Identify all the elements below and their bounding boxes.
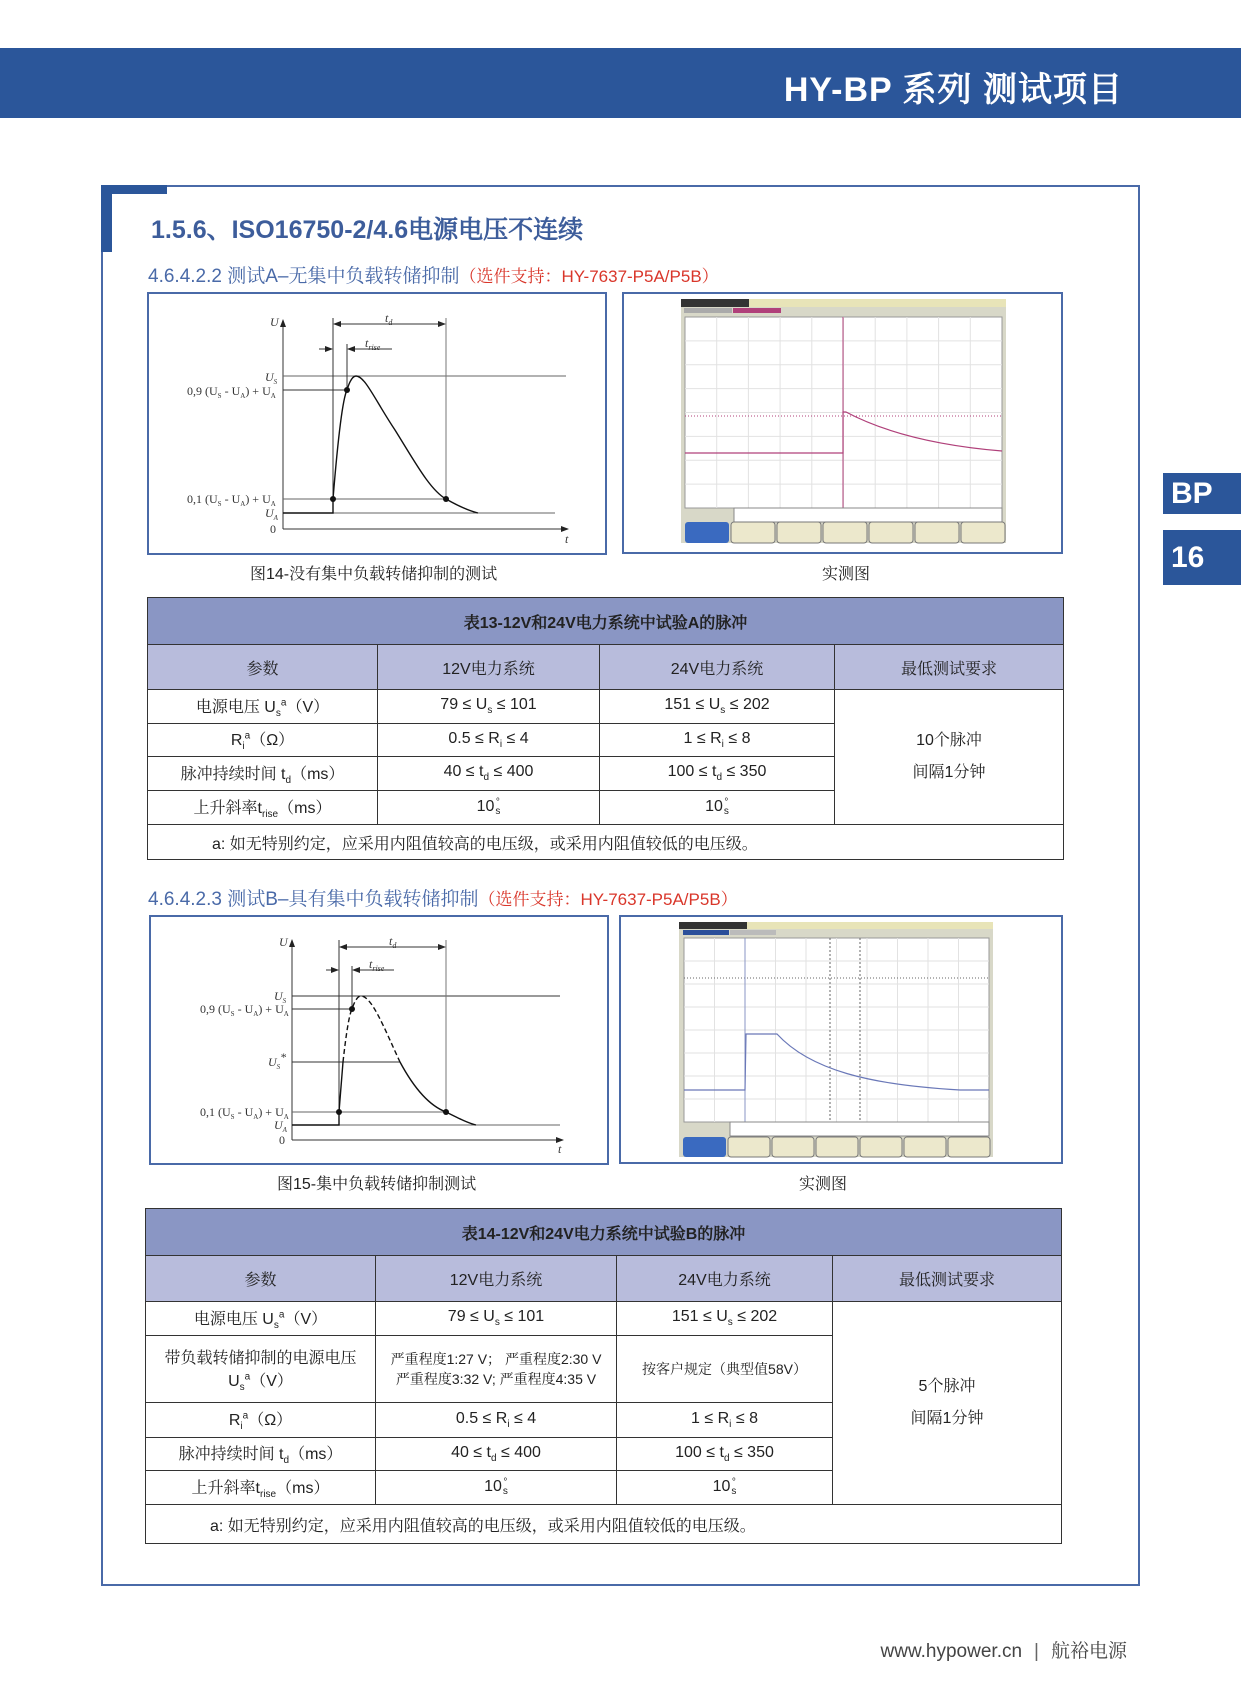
figure-14-caption: 图14-没有集中负载转储抑制的测试 (250, 566, 498, 583)
td-label: $t_d$ (385, 311, 393, 327)
value-24v: $100 \le t_d \le 350$ (617, 1438, 833, 1471)
value-12v: 严重程度1:27 V； 严重程度2:30 V 严重程度3:32 V; 严重程度4:35 V (376, 1336, 617, 1403)
figure-15-caption: 图15-集中负载转储抑制测试 (277, 1176, 477, 1193)
pulse-diagram-b (151, 917, 607, 1163)
measured-photo-b (619, 915, 1063, 1164)
requirement-cell: 10个脉冲 间隔1分钟 (835, 690, 1064, 825)
y-axis-label: U (270, 315, 279, 329)
01-level-label: 0,1 $(U_S - U_A) + U_A$ (187, 492, 276, 508)
option-paren: ） (701, 267, 719, 286)
value-24v: $1 \le R_i \le 8$ (617, 1403, 833, 1438)
pulse-curve (400, 1062, 476, 1125)
param-cell: 上升斜率$t_{rise}(ms)$ (146, 1471, 376, 1505)
us-label: $U_S$ (265, 370, 278, 386)
value-24v: $151 \le U_s \le 202$ (617, 1302, 833, 1336)
requirement-cell: 5个脉冲 间隔1分钟 (833, 1302, 1062, 1505)
table-row (146, 1302, 1062, 1336)
param-cell: 脉冲持续时间 $t_d(ms)$ (146, 1438, 376, 1471)
side-tab-page-number: 16 (1163, 530, 1241, 585)
09-level-label: 0,9 $(U_S - U_A) + U_A$ (187, 384, 276, 400)
value-12v: $40 \le t_d \le 400$ (378, 757, 600, 791)
param-cell: 电源电压 $U_s^a(V)$ (148, 690, 378, 724)
table-title: 表14-12V和24V电力系统中试验B的脉冲 (146, 1209, 1062, 1256)
us-label: $U_S$ (274, 989, 287, 1005)
table-title: 表13-12V和24V电力系统中试验A的脉冲 (148, 598, 1064, 645)
table-13 (147, 597, 1064, 860)
figure-15-diagram (149, 915, 609, 1165)
09-level-label: 0,9 $(U_S - U_A) + U_A$ (200, 1002, 289, 1018)
param-cell: 脉冲持续时间 $t_d(ms)$ (148, 757, 378, 791)
y-axis-label: U (279, 935, 288, 949)
oscilloscope-screenshot-a (624, 294, 1061, 552)
test-a-option: 选件支持：HY-7637-P5A/P5B (476, 267, 702, 286)
frame-accent (101, 185, 112, 252)
test-a-subtitle (148, 261, 719, 288)
header-title: HY-BP 系列 测试项目 (783, 71, 1123, 109)
table-footnote: a: 如无特别约定，应采用内阻值较高的电压级，或采用内阻值较低的电压级。 (146, 1505, 1062, 1544)
column-header: 12V电力系统 (378, 645, 600, 690)
pulse-diagram-a (149, 294, 605, 553)
param-cell: $R_i^a(\Omega)$ (148, 724, 378, 757)
param-cell: 电源电压 $U_s^a(V)$ (146, 1302, 376, 1336)
td-label: $t_d$ (389, 934, 397, 950)
value-12v: $0.5 \le R_i \le 4$ (376, 1403, 617, 1438)
x-axis-label: t (565, 532, 569, 546)
ua-label: $U_A$ (274, 1118, 287, 1134)
ua-label: $U_A$ (265, 506, 278, 522)
table-14 (145, 1208, 1062, 1544)
side-tab-series: BP (1163, 473, 1241, 514)
value-12v: 10 ° s (378, 791, 600, 825)
zero-label: 0 (279, 1133, 285, 1147)
value-24v: 10 ° s (600, 791, 835, 825)
photo-b-caption: 实测图 (799, 1176, 848, 1193)
photo-a-caption: 实测图 (822, 566, 871, 583)
frame-accent (101, 185, 167, 194)
test-b-subtitle (148, 884, 738, 911)
brand-name: 航裕电源 (1050, 1641, 1127, 1662)
value-12v: $0.5 \le R_i \le 4$ (378, 724, 600, 757)
value-12v: $40 \le t_d \le 400$ (376, 1438, 617, 1471)
param-cell: $R_i^a(\Omega)$ (146, 1403, 376, 1438)
figure-14-diagram (147, 292, 607, 555)
trise-label: $t_{rise}$ (365, 336, 381, 352)
value-24v: 10 ° s (617, 1471, 833, 1505)
param-cell: 上升斜率$t_{rise}(ms)$ (148, 791, 378, 825)
test-b-option: 选件支持：HY-7637-P5A/P5B (495, 890, 721, 909)
value-24v: 按客户规定（典型值58V） (617, 1336, 833, 1403)
option-paren: （ (478, 890, 496, 909)
zero-label: 0 (270, 522, 276, 536)
measured-photo-a (622, 292, 1063, 554)
column-header: 最低测试要求 (833, 1256, 1062, 1302)
column-header: 参数 (148, 645, 378, 690)
us-star-label: $U_S*$ (268, 1050, 287, 1071)
option-paren: ） (720, 890, 738, 909)
value-24v: $151 \le U_s \le 202$ (600, 690, 835, 724)
01-level-label: 0,1 $(U_S - U_A) + U_A$ (200, 1105, 289, 1121)
column-header: 24V电力系统 (600, 645, 835, 690)
table-footnote: a: 如无特别约定，应采用内阻值较高的电压级，或采用内阻值较低的电压级。 (148, 825, 1064, 860)
trise-label: $t_{rise}$ (369, 957, 385, 973)
column-header: 最低测试要求 (835, 645, 1064, 690)
test-b-subtitle-text: 4.6.4.2.3 测试B–具有集中负载转储抑制 (148, 889, 479, 910)
option-paren: （ (459, 267, 477, 286)
footer (881, 1636, 1127, 1663)
website-link[interactable]: www.hypower.cn (880, 1641, 1023, 1662)
oscilloscope-screenshot-b (621, 917, 1061, 1162)
table-row (148, 690, 1064, 724)
section-title: 1.5.6、ISO16750-2/4.6电源电压不连续 (151, 216, 584, 244)
column-header: 12V电力系统 (376, 1256, 617, 1302)
column-header: 24V电力系统 (617, 1256, 833, 1302)
column-header: 参数 (146, 1256, 376, 1302)
value-12v: $79 \le U_s \le 101$ (376, 1302, 617, 1336)
x-axis-label: t (558, 1142, 562, 1156)
footer-separator: | (1034, 1641, 1039, 1662)
value-12v: $79 \le U_s \le 101$ (378, 690, 600, 724)
value-24v: $100 \le t_d \le 350$ (600, 757, 835, 791)
value-24v: $1 \le R_i \le 8$ (600, 724, 835, 757)
value-12v: 10 ° s (376, 1471, 617, 1505)
param-cell: 带负载转储抑制的电源电压 $U_s^a(V)$ (146, 1336, 376, 1403)
test-a-subtitle-text: 4.6.4.2.2 测试A–无集中负载转储抑制 (148, 266, 460, 287)
pulse-curve (283, 376, 478, 513)
